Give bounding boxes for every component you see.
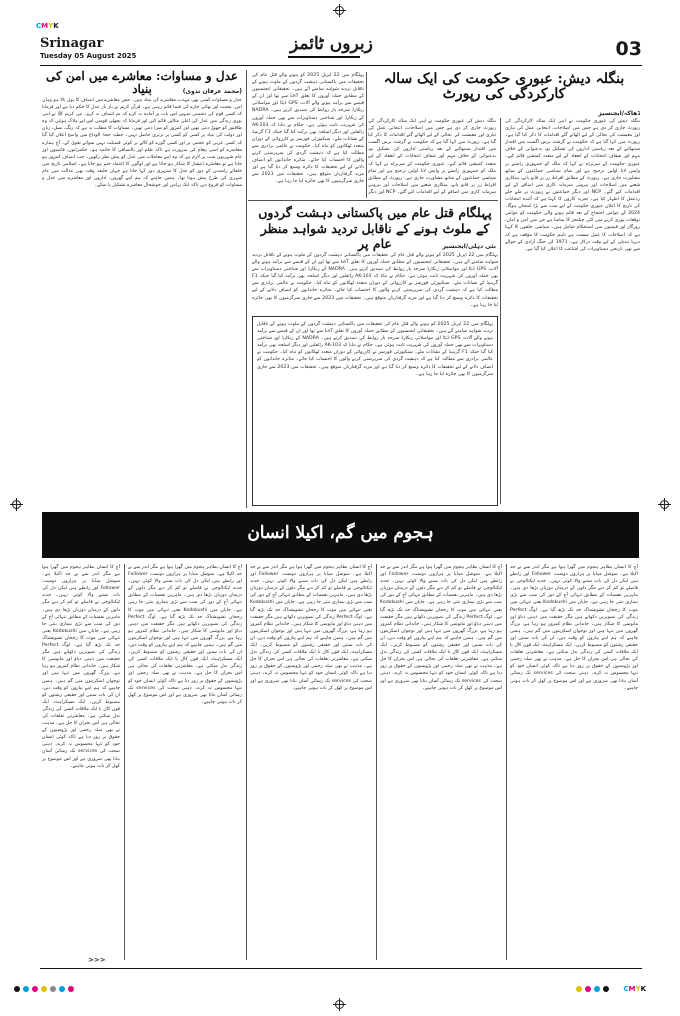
feature-banner: [42, 512, 639, 558]
column-rule: [500, 118, 501, 504]
section-rule: [248, 200, 498, 201]
column-rule: [366, 72, 367, 198]
feature-col-4: آج کا انسان بظاہر ہجوم میں گھرا ہوا ہے مگر اندر سے بے حد اکیلا ہے۔ سوشل میڈیا پر ہزاروں دوست، Follower اور رابطے ہیں لیکن دل کی بات سننے والا کوئی نہیں۔ جدید ٹیکنالوجی نے فاصلے تو کم کر دیے مگر دلوں کے درمیان دوریاں بڑھا دی ہیں۔ ماہرین نفسیات کے مطابق تنہائی آج کے دور کی سب سے بڑی بیماری بنتی جا رہی ہے۔ جاپان میں Kodokushi یعنی تنہائی میں موت کا رجحان تشویشناک حد تک بڑھ گیا ہے۔ لوگ Perfect زندگی کی تصویریں دکھاتے ہیں مگر حقیقت میں ذہنی دباؤ اور مایوسی کا شکار ہیں۔ خاندانی نظام کمزور ہو رہا ہے، بزرگ گھروں میں تنہا ہیں اور نوجوان اسکرینوں میں گم ہیں۔ ہمیں چاہیے کہ ہم اپنے پیاروں کو وقت دیں، ان کی بات سنیں اور حقیقی رشتوں کو مضبوط کریں۔ ایک مسکراہٹ، ایک فون کال یا ایک ملاقات کسی کی زندگی بدل سکتی ہے۔ معاشرتی تعلقات کی بحالی ہی اس بحران کا حل ہے۔ مذہب نے بھی صلہ رحمی اور پڑوسیوں کے حقوق پر زور دیا ہے تاکہ کوئی انسان خود کو تنہا محسوس نہ کرے۔ ذہنی صحت کی services تک رسائی آسان بنانا بھی ضروری ہے اور اس موضوع پر کھل کر بات ہونی چاہیے۔: [128, 565, 242, 705]
feature-col-5: آج کا انسان بظاہر ہجوم میں گھرا ہوا ہے مگر اندر سے بے حد اکیلا ہے۔ سوشل میڈیا پر ہزاروں دوست، Follower اور رابطے ہیں لیکن دل کی بات سننے والا کوئی نہیں۔ جدید ٹیکنالوجی نے فاصلے تو کم کر دیے مگر دلوں کے درمیان دوریاں بڑھا دی ہیں۔ ماہرین نفسیات کے مطابق تنہائی آج کے دور کی سب سے بڑی بیماری بنتی جا رہی ہے۔ جاپان میں Kodokushi یعنی تنہائی میں موت کا رجحان تشویشناک حد تک بڑھ گیا ہے۔ لوگ Perfect زندگی کی تصویریں دکھاتے ہیں مگر حقیقت میں ذہنی دباؤ اور مایوسی کا شکار ہیں۔ خاندانی نظام کمزور ہو رہا ہے، بزرگ گھروں میں تنہا ہیں اور نوجوان اسکرینوں میں گم ہیں۔ ہمیں چاہیے کہ ہم اپنے پیاروں کو وقت دیں، ان کی بات سنیں اور حقیقی رشتوں کو مضبوط کریں۔ ایک مسکراہٹ، ایک فون کال یا ایک ملاقات کسی کی زندگی بدل سکتی ہے۔ معاشرتی تعلقات کی بحالی ہی اس بحران کا حل ہے۔ مذہب نے بھی صلہ رحمی اور پڑوسیوں کے حقوق پر زور دیا ہے تاکہ کوئی انسان خود کو تنہا محسوس نہ کرے۔ ذہنی صحت کی services تک رسائی آسان بنانا بھی ضروری ہے اور اس موضوع پر کھل کر بات ہونی چاہیے۔: [42, 565, 120, 769]
pahalgam-byline: نئی دہلی/ایجنسیز: [442, 243, 496, 250]
justice-byline: (محمد عرفان ندوی): [182, 88, 242, 95]
registration-mark-right: [660, 500, 669, 509]
registration-mark-left: [12, 500, 21, 509]
feature-col-2: آج کا انسان بظاہر ہجوم میں گھرا ہوا ہے مگر اندر سے بے حد اکیلا ہے۔ سوشل میڈیا پر ہزاروں دوست، Follower اور رابطے ہیں لیکن دل کی بات سننے والا کوئی نہیں۔ جدید ٹیکنالوجی نے فاصلے تو کم کر دیے مگر دلوں کے درمیان دوریاں بڑھا دی ہیں۔ ماہرین نفسیات کے مطابق تنہائی آج کے دور کی سب سے بڑی بیماری بنتی جا رہی ہے۔ جاپان میں Kodokushi یعنی تنہائی میں موت کا رجحان تشویشناک حد تک بڑھ گیا ہے۔ لوگ Perfect زندگی کی تصویریں دکھاتے ہیں مگر حقیقت میں ذہنی دباؤ اور مایوسی کا شکار ہیں۔ خاندانی نظام کمزور ہو رہا ہے، بزرگ گھروں میں تنہا ہیں اور نوجوان اسکرینوں میں گم ہیں۔ ہمیں چاہیے کہ ہم اپنے پیاروں کو وقت دیں، ان کی بات سنیں اور حقیقی رشتوں کو مضبوط کریں۔ ایک مسکراہٹ، ایک فون کال یا ایک ملاقات کسی کی زندگی بدل سکتی ہے۔ معاشرتی تعلقات کی بحالی ہی اس بحران کا حل ہے۔ مذہب نے بھی صلہ رحمی اور پڑوسیوں کے حقوق پر زور دیا ہے تاکہ کوئی انسان خود کو تنہا محسوس نہ کرے۔ ذہنی صحت کی services تک رسائی آسان بنانا بھی ضروری ہے اور اس موضوع پر کھل کر بات ہونی چاہیے۔: [380, 565, 502, 691]
column-rule: [376, 564, 377, 960]
column-rule: [246, 70, 247, 508]
cmyk-label-bottom: CMYK: [623, 985, 646, 993]
column-rule: [246, 564, 247, 960]
column-rule: [506, 564, 507, 960]
masthead: [40, 34, 642, 66]
pahalgam-body-box: پہلگام میں 22 اپریل 2025 کو ہونے والے قتل عام کی تحقیقات میں پاکستانی دہشت گردوں کے ملوث ہونے کے ناقابل تردید شواہد سامنے آئے ہیں۔ تحقیقاتی ایجنسیوں کے مطابق حملہ آوروں کا تعلق LeT سے تھا اور ان کے قبضے سے برآمد ہونے والے آلات، GPS ڈیٹا اور مواصلاتی ریکارڈ سرحد پار روابط کی تصدیق کرتے ہیں۔ NADRA کے ریکارڈ اور شناختی دستاویزات سے بھی حملہ آوروں کی شہریت ثابت ہوئی ہے۔ حکام نے بتایا کہ AK-103 رائفلیں اور دیگر اسلحہ بھی برآمد کیا گیا جبکہ F1 گرینیڈ کے نشانات ملے۔ سیکیورٹی فورسز نے کارروائی کے دوران متعدد ٹھکانوں کو تباہ کیا۔ حکومت نے عالمی برادری سے مطالبہ کیا ہے کہ دہشت گردی کی سرپرستی کرنے والوں کا احتساب کیا جائے۔ متاثرہ خاندانوں کو انصاف دلانے کے لیے تحقیقات کا دائرہ وسیع کر دیا گیا ہے اور مزید گرفتاریاں متوقع ہیں۔ تحقیقات میں 2023 سے جاری سرگرمیوں کا بھی جائزہ لیا جا رہا ہے۔: [257, 322, 493, 377]
newspaper-logo: زبروں ٹائمز: [290, 34, 373, 54]
cmyk-label-top: CMYK: [36, 22, 59, 30]
justice-body: عدل و مساوات کسی بھی مہذب معاشرے کی بنیاد ہیں۔ جس معاشرے میں انصاف کا بول بالا ہو وہاں امن، محبت اور بھائی چارے کی فضا قائم رہتی ہے۔ قرآن کریم نے بار بار عدل کا حکم دیا ہے اور فرمایا کہ کسی قوم کی دشمنی تمہیں اس بات پر آمادہ نہ کرے کہ تم انصاف نہ کرو۔ نبی کریم ﷺ نے اپنی پوری زندگی میں عدل کی اعلیٰ مثالیں قائم کیں اور فرمایا کہ پچھلی قومیں اس لیے ہلاک ہوئیں کہ وہ طاقتور کو چھوڑ دیتی تھیں اور کمزور کو سزا دیتی تھیں۔ مساوات کا مطلب یہ ہے کہ رنگ، نسل، زبان اور دولت کی بنیاد پر کسی کو کسی پر برتری حاصل نہیں۔ خطبہ حجۃ الوداع میں واضح اعلان کیا گیا کہ کسی عربی کو عجمی پر اور کسی گورے کو کالے پر کوئی فضیلت نہیں سوائے تقویٰ کے۔ آج ہمارے معاشرے کو اسی پیغام کی ضرورت ہے تاکہ ظلم اور ناانصافی کا خاتمہ ہو۔ حکمرانوں، قاضیوں اور عام شہریوں سب پر لازم ہے کہ وہ اپنے معاملات میں عدل کو پیش نظر رکھیں۔ جب انصاف کمزور ہو جاتا ہے تو معاشرہ انتشار کا شکار ہو جاتا ہے اور لوگوں کا اعتماد ختم ہو جاتا ہے۔ اسلامی تاریخ میں خلفائے راشدین کے دور کو عدل کا سنہری دور کہا جاتا ہے جہاں خلیفہ وقت بھی عدالت میں عام شہری کی طرح پیش ہوتا تھا۔ ہمیں چاہیے کہ ہم اپنے گھروں، اداروں اور معاشرے میں عدل و مساوات کو فروغ دیں تاکہ ایک پرامن اور خوشحال معاشرہ تشکیل پا سکے۔: [42, 98, 242, 189]
feature-title: ہجوم میں گم، اکیلا انسان: [247, 523, 434, 543]
color-bar-right: [576, 986, 609, 992]
feature-col-1: آج کا انسان بظاہر ہجوم میں گھرا ہوا ہے مگر اندر سے بے حد اکیلا ہے۔ سوشل میڈیا پر ہزاروں دوست، Follower اور رابطے ہیں لیکن دل کی بات سننے والا کوئی نہیں۔ جدید ٹیکنالوجی نے فاصلے تو کم کر دیے مگر دلوں کے درمیان دوریاں بڑھا دی ہیں۔ ماہرین نفسیات کے مطابق تنہائی آج کے دور کی سب سے بڑی بیماری بنتی جا رہی ہے۔ جاپان میں Kodokushi یعنی تنہائی میں موت کا رجحان تشویشناک حد تک بڑھ گیا ہے۔ لوگ Perfect زندگی کی تصویریں دکھاتے ہیں مگر حقیقت میں ذہنی دباؤ اور مایوسی کا شکار ہیں۔ خاندانی نظام کمزور ہو رہا ہے، بزرگ گھروں میں تنہا ہیں اور نوجوان اسکرینوں میں گم ہیں۔ ہمیں چاہیے کہ ہم اپنے پیاروں کو وقت دیں، ان کی بات سنیں اور حقیقی رشتوں کو مضبوط کریں۔ ایک مسکراہٹ، ایک فون کال یا ایک ملاقات کسی کی زندگی بدل سکتی ہے۔ معاشرتی تعلقات کی بحالی ہی اس بحران کا حل ہے۔ مذہب نے بھی صلہ رحمی اور پڑوسیوں کے حقوق پر زور دیا ہے تاکہ کوئی انسان خود کو تنہا محسوس نہ کرے۔ ذہنی صحت کی services تک رسائی آسان بنانا بھی ضروری ہے اور اس موضوع پر کھل کر بات ہونی چاہیے۔: [510, 565, 638, 691]
registration-mark-top: [335, 6, 344, 15]
color-bar-left: [14, 986, 74, 992]
continuation-marker: >>>: [88, 956, 106, 964]
pahalgam-body-lead: پہلگام میں 22 اپریل 2025 کو ہونے والے قتل عام کی تحقیقات میں پاکستانی دہشت گردوں کے ملوث ہونے کے ناقابل تردید شواہد سامنے آئے ہیں۔ تحقیقاتی ایجنسیوں کے مطابق حملہ آوروں کا تعلق LeT سے تھا اور ان کے قبضے سے برآمد ہونے والے آلات، GPS ڈیٹا اور مواصلاتی ریکارڈ سرحد پار روابط کی تصدیق کرتے ہیں۔ NADRA کے ریکارڈ اور شناختی دستاویزات سے بھی حملہ آوروں کی شہریت ثابت ہوئی ہے۔ حکام نے بتایا کہ AK-103 رائفلیں اور دیگر اسلحہ بھی برآمد کیا گیا جبکہ F1 گرینیڈ کے نشانات ملے۔ سیکیورٹی فورسز نے کارروائی کے دوران متعدد ٹھکانوں کو تباہ کیا۔ حکومت نے عالمی برادری سے مطالبہ کیا ہے کہ دہشت گردی کی سرپرستی کرنے والوں کا احتساب کیا جائے۔ متاثرہ خاندانوں کو انصاف دلانے کے لیے تحقیقات کا دائرہ وسیع کر دیا گیا ہے اور مزید گرفتاریاں متوقع ہیں۔ تحقیقات میں 2023 سے جاری سرگرمیوں کا بھی جائزہ لیا جا رہا ہے۔: [252, 253, 498, 308]
page-bottom-rule: [40, 968, 642, 969]
bangladesh-byline: ڈھاکہ/ایجنسیز: [598, 110, 640, 117]
bangladesh-body-col1: بنگلہ دیش کی عبوری حکومت نے اپنی ایک سالہ کارکردگی کی رپورٹ جاری کر دی ہے جس میں اصلاحات، انتخابی عمل کی تیاری اور معیشت کی بحالی کے لیے اٹھائے گئے اقدامات کا ذکر کیا گیا ہے۔ رپورٹ میں کہا گیا ہے کہ حکومت نے گزشتہ برس اگست میں اقتدار سنبھالنے کے بعد ریاستی اداروں کی تشکیل نو، بدعنوانی کے خلاف مہم اور شفاف انتخابات کے انعقاد کے لیے متعدد کمیشن قائم کیے۔ عبوری حکومت کے سربراہ نے کہا کہ ملک کو جمہوری راستے پر واپس لانا اولین ترجیح ہے اور تمام سیاسی جماعتوں کے ساتھ مشاورت جاری ہے۔ رپورٹ کے مطابق افراط زر پر قابو پانے، بینکاری شعبے میں اصلاحات اور بیرونی سرمایہ کاری میں اضافے کے لیے اقدامات کیے گئے۔ NCP اور دیگر جماعتوں نے رپورٹ پر ملے جلے ردعمل کا اظہار کیا ہے۔ تجزیہ کاروں کا کہنا ہے کہ آئندہ انتخابات کی تاریخ کا اعلان عبوری حکومت کے لیے سب سے بڑا امتحان ہوگا۔ 2024 کے عوامی احتجاج کے بعد قائم ہونے والی حکومت کو عوامی توقعات پوری کرنے میں کئی چیلنجز کا سامنا ہے جن میں امن و امان، روزگار اور قیمتوں میں استحکام شامل ہیں۔ سیاسی حلقوں کا کہنا ہے کہ اصلاحات کا عمل سست ہے تاہم حکومت کا مؤقف ہے کہ دیرپا تبدیلی کے لیے وقت درکار ہے۔ 1971 کی جنگ آزادی کے حوالے سے بھی تاریخی دستاویزات کی اشاعت کا اعلان کیا گیا ہے۔: [505, 119, 640, 252]
pahalgam-box: [252, 316, 498, 506]
bangladesh-body-col2: بنگلہ دیش کی عبوری حکومت نے اپنی ایک سالہ کارکردگی کی رپورٹ جاری کر دی ہے جس میں اصلاحات، انتخابی عمل کی تیاری اور معیشت کی بحالی کے لیے اٹھائے گئے اقدامات کا ذکر کیا گیا ہے۔ رپورٹ میں کہا گیا ہے کہ حکومت نے گزشتہ برس اگست میں اقتدار سنبھالنے کے بعد ریاستی اداروں کی تشکیل نو، بدعنوانی کے خلاف مہم اور شفاف انتخابات کے انعقاد کے لیے متعدد کمیشن قائم کیے۔ عبوری حکومت کے سربراہ نے کہا کہ ملک کو جمہوری راستے پر واپس لانا اولین ترجیح ہے اور تمام سیاسی جماعتوں کے ساتھ مشاورت جاری ہے۔ رپورٹ کے مطابق افراط زر پر قابو پانے، بینکاری شعبے میں اصلاحات اور بیرونی سرمایہ کاری میں اضافے کے لیے اقدامات کیے گئے۔ NCP اور دیگر: [368, 119, 496, 195]
pahalgam-body-upper: پہلگام میں 22 اپریل 2025 کو ہونے والے قتل عام کی تحقیقات میں پاکستانی دہشت گردوں کے ملوث ہونے کے ناقابل تردید شواہد سامنے آئے ہیں۔ تحقیقاتی ایجنسیوں کے مطابق حملہ آوروں کا تعلق LeT سے تھا اور ان کے قبضے سے برآمد ہونے والے آلات، GPS ڈیٹا اور مواصلاتی ریکارڈ سرحد پار روابط کی تصدیق کرتے ہیں۔ NADRA کے ریکارڈ اور شناختی دستاویزات سے بھی حملہ آوروں کی شہریت ثابت ہوئی ہے۔ حکام نے بتایا کہ AK-103 رائفلیں اور دیگر اسلحہ بھی برآمد کیا گیا جبکہ F1 گرینیڈ کے نشانات ملے۔ سیکیورٹی فورسز نے کارروائی کے دوران متعدد ٹھکانوں کو تباہ کیا۔ حکومت نے عالمی برادری سے مطالبہ کیا ہے کہ دہشت گردی کی سرپرستی کرنے والوں کا احتساب کیا جائے۔ متاثرہ خاندانوں کو انصاف دلانے کے لیے تحقیقات کا دائرہ وسیع کر دیا گیا ہے اور مزید گرفتاریاں متوقع ہیں۔ تحقیقات میں 2023 سے جاری سرگرمیوں کا بھی جائزہ لیا جا رہا ہے۔: [252, 73, 364, 185]
registration-mark-bottom: [335, 1000, 344, 1009]
logo-underline: [288, 56, 360, 58]
feature-col-3: آج کا انسان بظاہر ہجوم میں گھرا ہوا ہے مگر اندر سے بے حد اکیلا ہے۔ سوشل میڈیا پر ہزاروں دوست، Follower اور رابطے ہیں لیکن دل کی بات سننے والا کوئی نہیں۔ جدید ٹیکنالوجی نے فاصلے تو کم کر دیے مگر دلوں کے درمیان دوریاں بڑھا دی ہیں۔ ماہرین نفسیات کے مطابق تنہائی آج کے دور کی سب سے بڑی بیماری بنتی جا رہی ہے۔ جاپان میں Kodokushi یعنی تنہائی میں موت کا رجحان تشویشناک حد تک بڑھ گیا ہے۔ لوگ Perfect زندگی کی تصویریں دکھاتے ہیں مگر حقیقت میں ذہنی دباؤ اور مایوسی کا شکار ہیں۔ خاندانی نظام کمزور ہو رہا ہے، بزرگ گھروں میں تنہا ہیں اور نوجوان اسکرینوں میں گم ہیں۔ ہمیں چاہیے کہ ہم اپنے پیاروں کو وقت دیں، ان کی بات سنیں اور حقیقی رشتوں کو مضبوط کریں۔ ایک مسکراہٹ، ایک فون کال یا ایک ملاقات کسی کی زندگی بدل سکتی ہے۔ معاشرتی تعلقات کی بحالی ہی اس بحران کا حل ہے۔ مذہب نے بھی صلہ رحمی اور پڑوسیوں کے حقوق پر زور دیا ہے تاکہ کوئی انسان خود کو تنہا محسوس نہ کرے۔ ذہنی صحت کی services تک رسائی آسان بنانا بھی ضروری ہے اور اس موضوع پر کھل کر بات ہونی چاہیے۔: [250, 565, 372, 691]
page-number: 03: [615, 38, 642, 60]
pahalgam-headline: پہلگام قتل عام میں پاکستانی دہشت گردوں کے ملوث ہونے کے ناقابل تردید شواہد منظر عام پر: [258, 205, 492, 252]
justice-headline: عدل و مساوات: معاشرے میں امن کی بنیاد: [45, 69, 239, 96]
edition-city: Srinagar: [40, 36, 104, 51]
edition-date: Tuesday 05 August 2025: [40, 52, 137, 60]
column-rule: [124, 564, 125, 960]
bangladesh-headline: بنگلہ دیش: عبوری حکومت کی ایک سالہ کارکردگی کی رپورٹ: [383, 71, 625, 102]
